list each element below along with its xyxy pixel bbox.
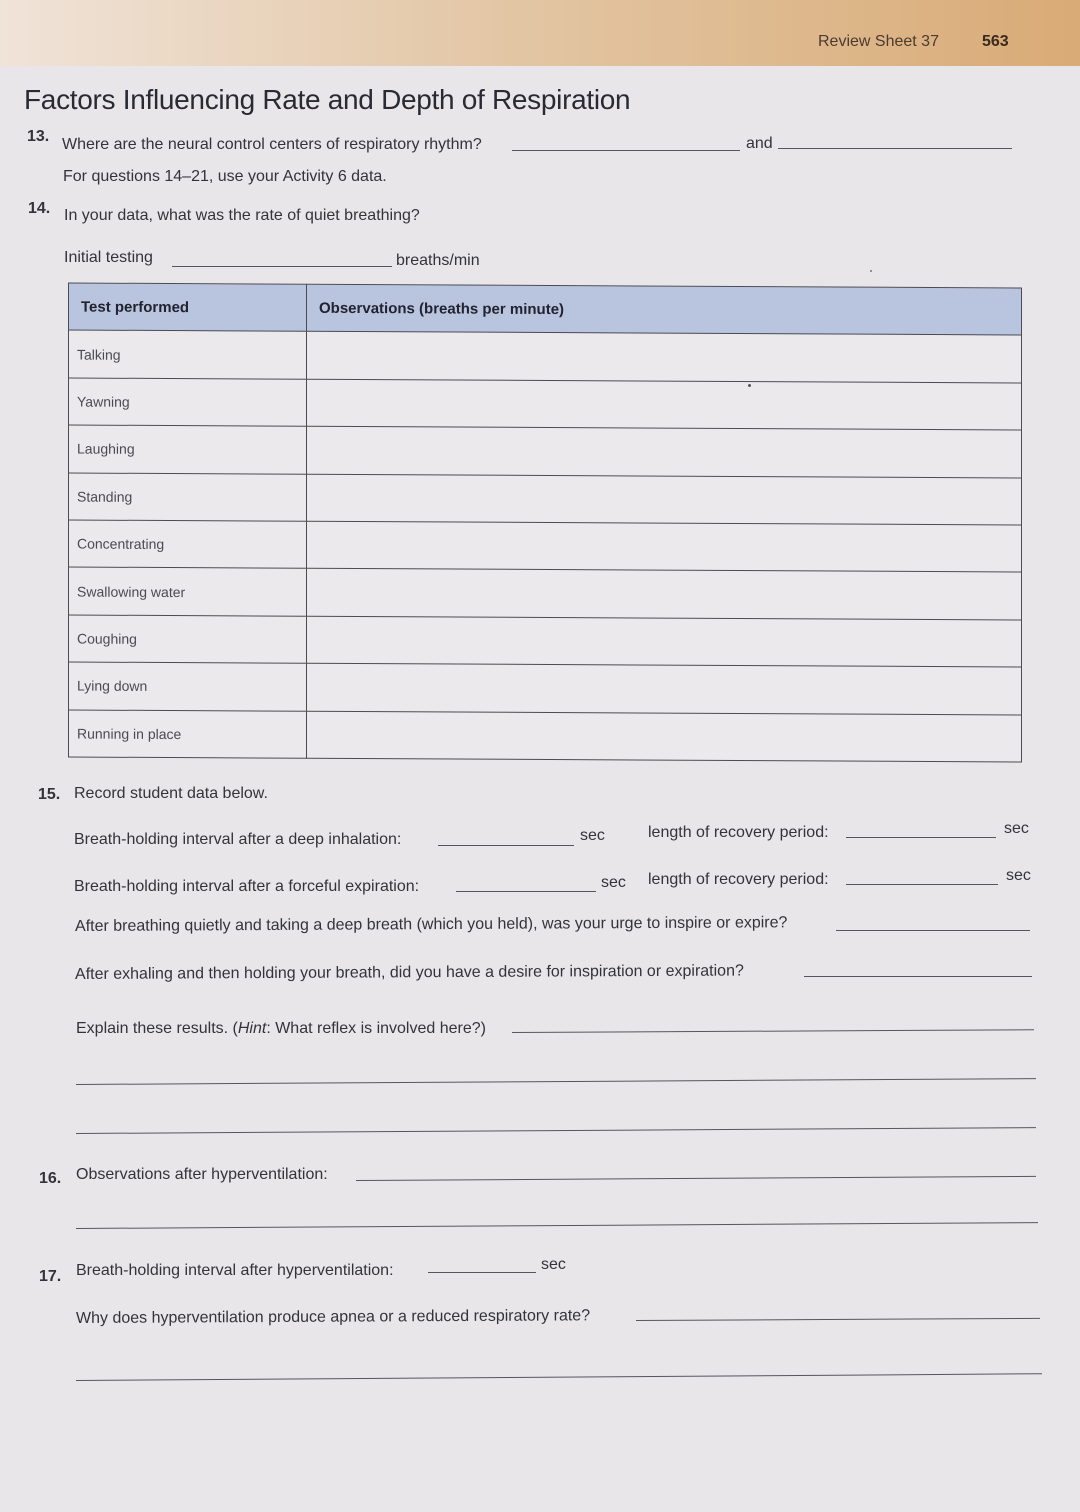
question-14-number: 14. — [28, 200, 51, 217]
inhalation-recovery-label: length of recovery period: — [648, 824, 829, 841]
expiration-sec: sec — [601, 874, 626, 891]
page-number: 563 — [982, 33, 1009, 50]
expiration-answer-line[interactable] — [456, 891, 596, 892]
observation-cell[interactable] — [307, 521, 1022, 572]
expiration-label: Breath-holding interval after a forceful expiration: — [74, 878, 420, 895]
row-label: Talking — [69, 330, 307, 379]
row-label: Standing — [69, 473, 307, 522]
inhalation-sec: sec — [580, 827, 605, 844]
q13-answer-line-1[interactable] — [512, 150, 740, 151]
table-header-row — [69, 283, 1022, 335]
header-test-performed: Test performed — [69, 283, 307, 332]
question-15-number: 15. — [38, 786, 61, 803]
desire-answer-line[interactable] — [804, 976, 1032, 977]
q17-answer-line[interactable] — [428, 1272, 536, 1273]
observation-cell[interactable] — [307, 332, 1022, 383]
table-row — [69, 710, 1022, 762]
urge-answer-line[interactable] — [836, 930, 1030, 931]
q13-and: and — [746, 135, 773, 152]
observation-cell[interactable] — [307, 663, 1022, 714]
expiration-recovery-sec: sec — [1006, 867, 1031, 884]
observation-cell[interactable] — [307, 711, 1022, 762]
q13-answer-line-2[interactable] — [778, 148, 1012, 149]
q17-sec: sec — [541, 1256, 566, 1273]
breaths-per-min-unit: breaths/min — [396, 252, 480, 269]
desire-question: After exhaling and then holding your breath, did you have a desire for inspiration or expiration? — [74, 962, 744, 983]
instruction-text: For questions 14–21, use your Activity 6 data. — [63, 168, 387, 185]
why-question: Why does hyperventilation produce apnea or a reduced respiratory rate? — [75, 1307, 591, 1327]
observation-cell[interactable] — [307, 474, 1022, 525]
table-row — [69, 520, 1022, 572]
row-label: Swallowing water — [69, 567, 307, 616]
hyperventilation-answer-line-2[interactable] — [76, 1222, 1038, 1229]
table-row — [69, 662, 1022, 714]
speck — [870, 270, 872, 272]
hyperventilation-answer-line-1[interactable] — [356, 1176, 1036, 1181]
review-sheet-label: Review Sheet 37 — [818, 33, 939, 50]
urge-question: After breathing quietly and taking a deep breath (which you held), was your urge to inspire or expire? — [74, 914, 788, 935]
table-row — [69, 330, 1022, 382]
row-label: Coughing — [69, 615, 307, 664]
section-title: Factors Influencing Rate and Depth of Respiration — [24, 84, 631, 115]
explain-prompt — [76, 1020, 486, 1038]
initial-testing-label: Initial testing — [64, 249, 153, 266]
question-17-text: Breath-holding interval after hyperventilation: — [76, 1262, 394, 1279]
question-17-number: 17. — [39, 1268, 62, 1285]
table-row — [69, 615, 1022, 667]
table-row — [69, 567, 1022, 619]
explain-suffix: : What reflex is involved here?) — [266, 1020, 486, 1037]
inhalation-recovery-sec: sec — [1004, 820, 1029, 837]
expiration-recovery-line[interactable] — [846, 884, 998, 885]
explain-prefix: Explain these results. ( — [76, 1020, 238, 1037]
observation-cell[interactable] — [307, 426, 1022, 477]
inhalation-recovery-line[interactable] — [846, 837, 996, 838]
row-label: Running in place — [69, 710, 307, 759]
explain-answer-line-1[interactable] — [512, 1029, 1034, 1033]
question-13-number: 13. — [27, 128, 50, 145]
row-label: Yawning — [69, 378, 307, 427]
inhalation-label: Breath-holding interval after a deep inhalation: — [74, 831, 402, 848]
explain-answer-line-3[interactable] — [76, 1127, 1036, 1134]
why-answer-line-2[interactable] — [76, 1373, 1042, 1381]
question-16-number: 16. — [39, 1170, 62, 1187]
observation-cell[interactable] — [307, 616, 1022, 667]
expiration-recovery-label: length of recovery period: — [648, 871, 829, 888]
question-13-text: Where are the neural control centers of respiratory rhythm? — [62, 136, 482, 153]
row-label: Lying down — [69, 662, 307, 711]
speck — [748, 384, 751, 387]
question-16-text: Observations after hyperventilation: — [76, 1166, 328, 1183]
observation-cell[interactable] — [307, 379, 1022, 430]
table-row — [69, 473, 1022, 525]
observation-cell[interactable] — [307, 569, 1022, 620]
explain-answer-line-2[interactable] — [76, 1078, 1036, 1085]
table-row — [69, 378, 1022, 430]
initial-testing-answer-line[interactable] — [172, 266, 392, 267]
header-observations: Observations (breaths per minute) — [307, 284, 1022, 335]
question-15-text: Record student data below. — [74, 785, 268, 802]
inhalation-answer-line[interactable] — [438, 845, 574, 846]
table-row — [69, 425, 1022, 477]
explain-hint: Hint — [237, 1020, 267, 1037]
why-answer-line-1[interactable] — [636, 1318, 1040, 1321]
row-label: Concentrating — [69, 520, 307, 569]
question-14-text: In your data, what was the rate of quiet breathing? — [64, 207, 420, 224]
row-label: Laughing — [69, 425, 307, 474]
observation-table — [68, 283, 1022, 763]
observation-table-wrapper — [68, 283, 1022, 763]
